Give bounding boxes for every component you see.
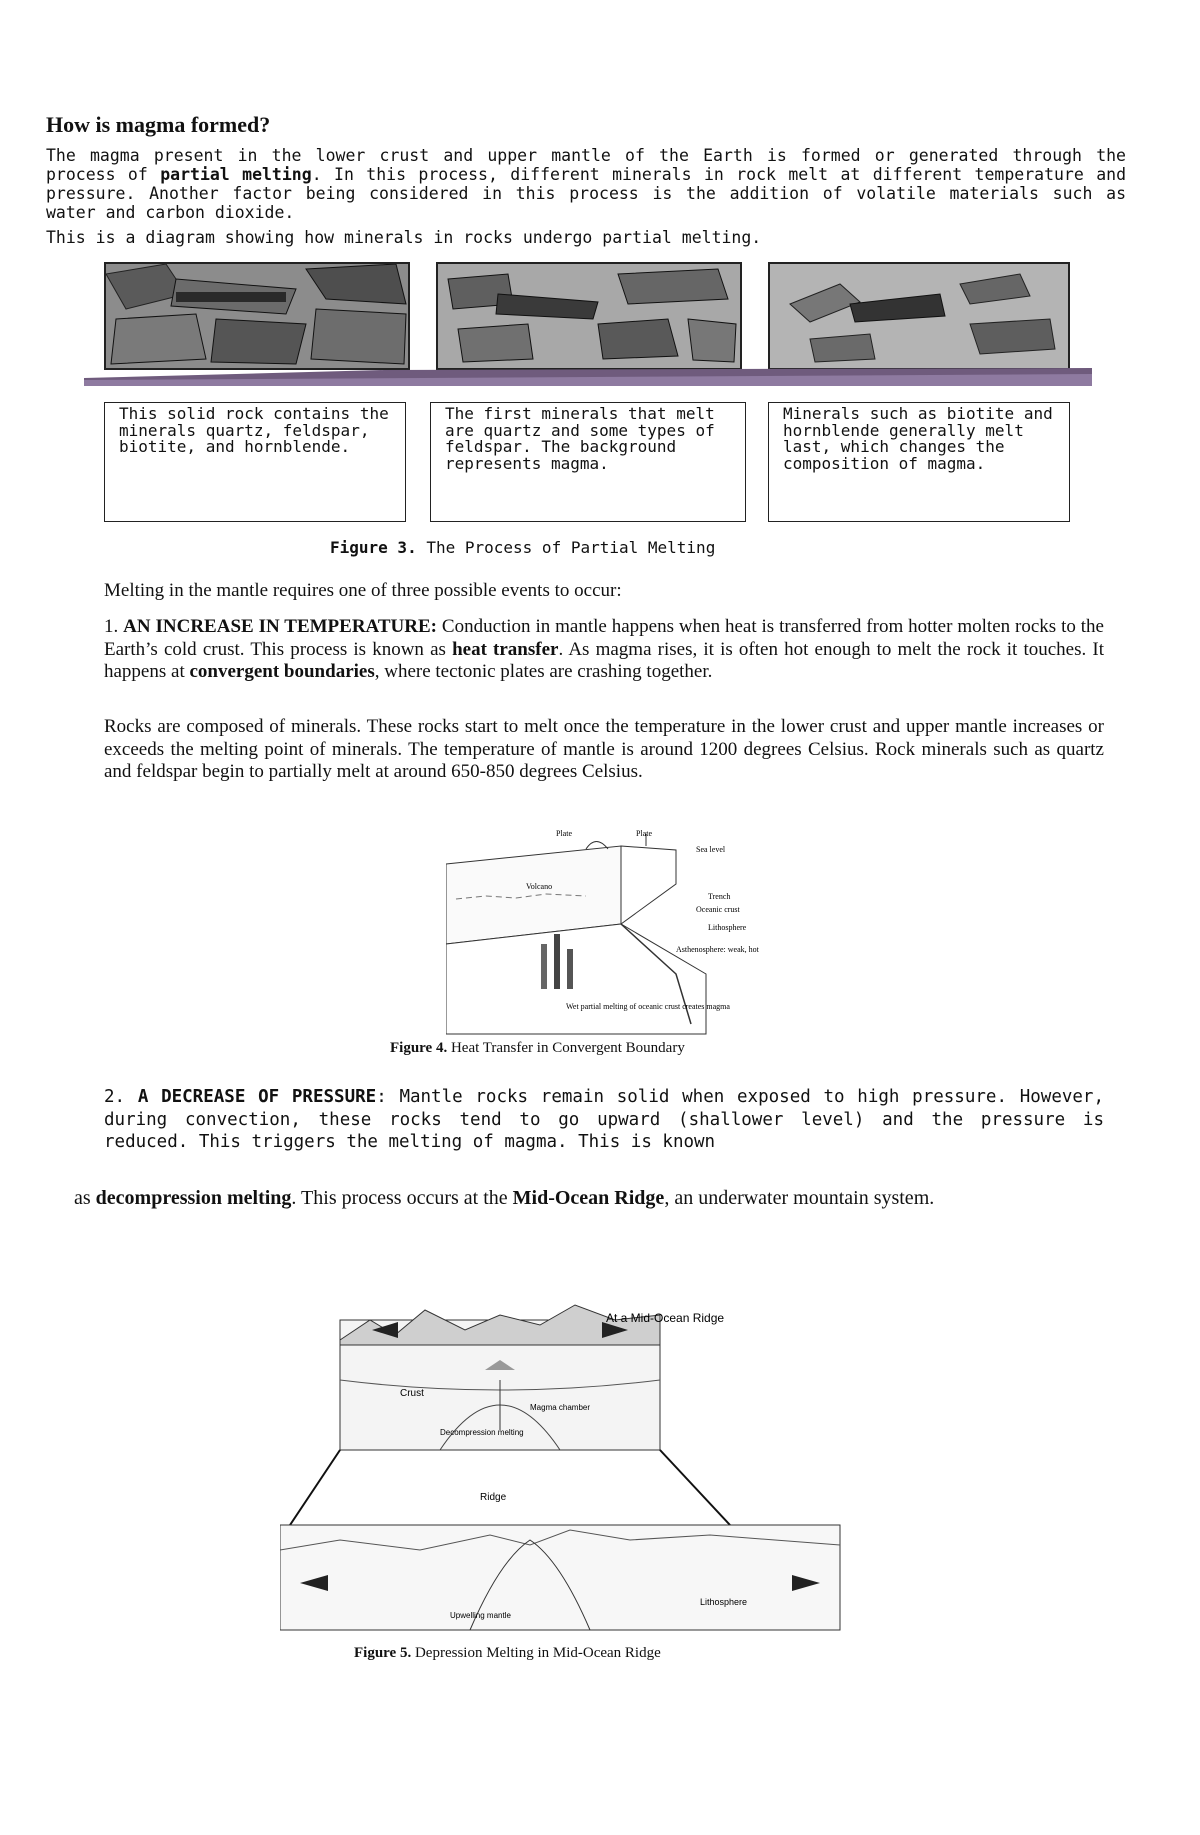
figure-4-caption: Figure 4. Heat Transfer in Convergent Boundary (390, 1040, 685, 1056)
partial-melting-term: partial melting (160, 165, 312, 184)
caption-box-2: The first minerals that melt are quartz and some types of feldspar. The background represents magma. (430, 402, 746, 522)
figure-5-diagram (280, 1300, 842, 1640)
fig4-trench-label: Trench (708, 892, 731, 901)
partial-melting-band (84, 366, 1092, 386)
fig5-crust-label: Crust (400, 1388, 424, 1399)
fig5-heading-label: At a Mid-Ocean Ridge (606, 1311, 725, 1325)
event-1-title: AN INCREASE IN TEMPERATURE: (123, 616, 437, 637)
intro-paragraph: The magma present in the lower crust and upper mantle of the Earth is formed or generated through the process of partial melting. In this process, different minerals in rock melt at different temperature and pressure. Another factor being considered in this process is the addition of volatile materials such as water and carbon dioxide. (46, 146, 1126, 222)
fig4-sea-level-label: Sea level (696, 845, 726, 854)
rock-panel-late (768, 262, 1070, 370)
fig4-lithosphere-label: Lithosphere (708, 923, 747, 932)
caption-box-1: This solid rock contains the minerals quartz, feldspar, biotite, and hornblende. (104, 402, 406, 522)
rock-panel-partial (436, 262, 742, 370)
fig4-oceanic-crust-label: Oceanic crust (696, 905, 740, 914)
figure-5-caption: Figure 5. Depression Melting in Mid-Ocean Ridge (354, 1645, 661, 1661)
fig5-decompression-label: Decompression melting (440, 1428, 524, 1437)
diagram-intro: This is a diagram showing how minerals in rocks undergo partial melting. (46, 228, 762, 247)
fig5-ridge-label: Ridge (480, 1492, 507, 1503)
fig4-plate-right-label: Plate (636, 829, 652, 838)
figure-3-caption: Figure 3. The Process of Partial Melting (330, 538, 716, 557)
events-intro: Melting in the mantle requires one of three possible events to occur: (104, 580, 622, 601)
event-1-paragraph-2: Rocks are composed of minerals. These rocks start to melt once the temperature in the lower crust and upper mantle increases or exceeds the melting point of minerals. The temperature of mantle is around 1200 degrees Celsius. Rock minerals such as quartz and feldspar begin to partially melt at around 650-850 degrees Celsius. (104, 716, 1104, 782)
fig4-volcano-label: Volcano (526, 882, 553, 891)
fig5-upwelling-label: Upwelling mantle (450, 1611, 511, 1620)
fig5-lithosphere-label: Lithosphere (700, 1597, 748, 1607)
event-2-continuation: as decompression melting. This process occurs at the Mid-Ocean Ridge, an underwater mountain system. (74, 1187, 935, 1209)
figure-4-diagram (446, 824, 766, 1036)
event-1-paragraph: 1. AN INCREASE IN TEMPERATURE: Conduction in mantle happens when heat is transferred from hotter molten rocks to the Earth’s cold crust. This process is known as heat transfer. As magma rises, it is often hot enough to melt the rock it touches. It happens at convergent boundaries, where tectonic plates are crashing together. (104, 616, 1104, 682)
event-2-paragraph: 2. A DECREASE OF PRESSURE: Mantle rocks remain solid when exposed to high pressure. However, during convection, these rocks tend to go upward (shallower level) and the pressure is reduced. This triggers the melting of magma. This is known (104, 1087, 1105, 1152)
caption-box-3: Minerals such as biotite and hornblende generally melt last, which changes the composition of magma. (768, 402, 1070, 522)
fig4-asthenosphere-label: Asthenosphere: weak, hot (676, 945, 759, 954)
fig4-wet-melting-label: Wet partial melting of oceanic crust creates magma (566, 1002, 730, 1011)
page-title: How is magma formed? (46, 112, 271, 137)
event-2-title: A DECREASE OF PRESSURE (137, 1087, 377, 1107)
rock-panel-solid (104, 262, 410, 370)
fig5-magma-chamber-label: Magma chamber (530, 1403, 591, 1412)
fig4-plate-left-label: Plate (556, 829, 572, 838)
